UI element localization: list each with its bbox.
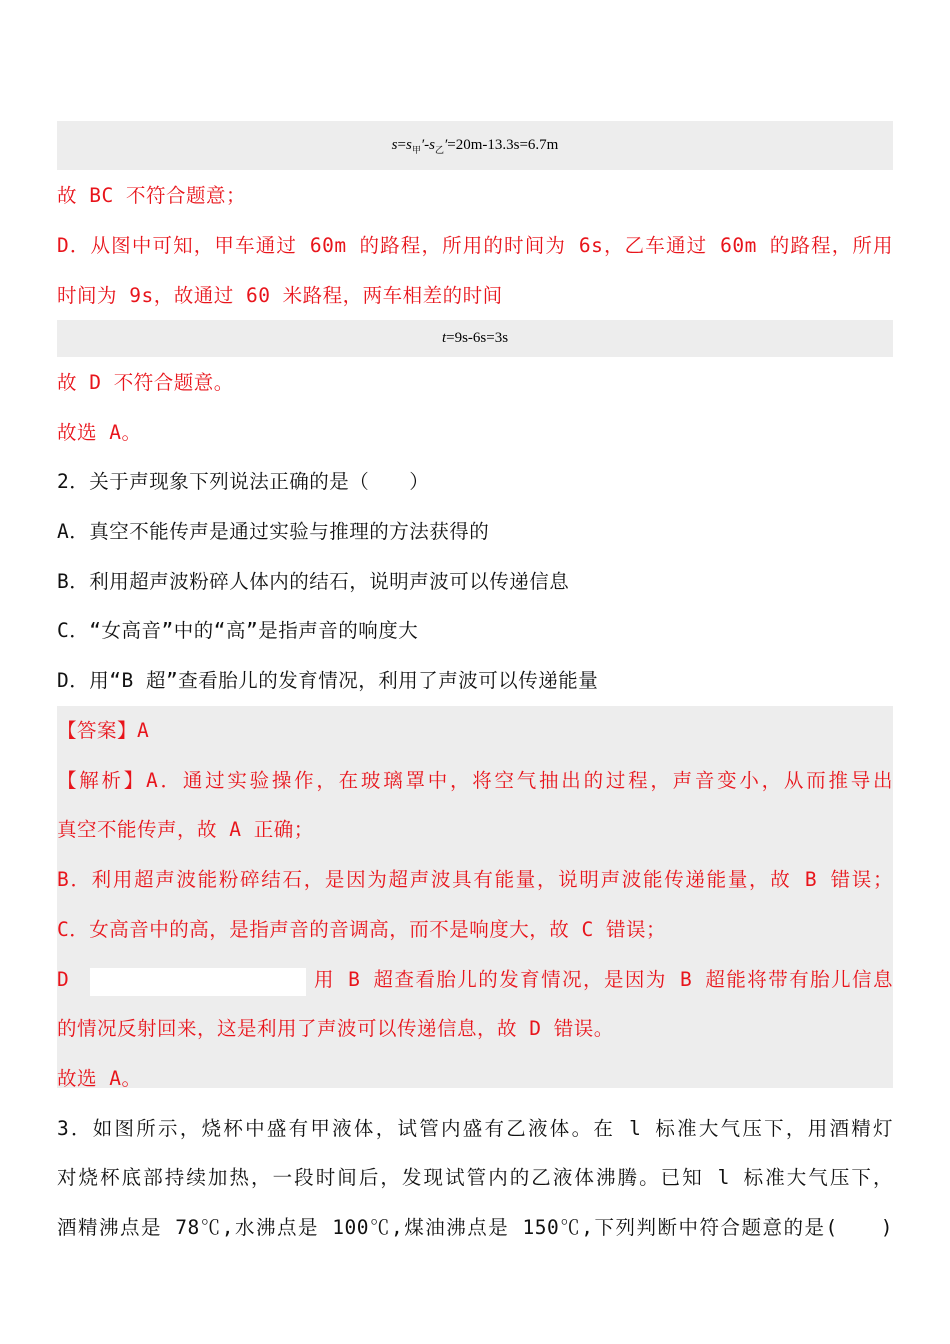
question-3-line: 酒精沸点是 78℃,水沸点是 100℃,煤油沸点是 150℃,下列判断中符合题意的是( ) (57, 1216, 893, 1239)
option-d: D．用“B 超”查看胎儿的发育情况，利用了声波可以传递能量 (57, 669, 599, 692)
analysis-line: 真空不能传声，故 A 正确； (57, 818, 314, 841)
analysis-line-d-prefix: D (57, 968, 70, 991)
text-line: 时间为 9s，故通过 60 米路程，两车相差的时间 (57, 284, 503, 307)
option-c: C．“女高音”中的“高”是指声音的响度大 (57, 619, 419, 642)
analysis-line: B．利用超声波能粉碎结石，是因为超声波具有能量，说明声波能传递能量，故 B 错误； (57, 868, 893, 891)
formula-time-difference: t=9s-6s=3s (57, 320, 893, 357)
answer-label: 【答案】A (57, 719, 150, 742)
analysis-line: 用 B 超查看胎儿的发育情况，是因为 B 超能将带有胎儿信息 (314, 968, 893, 991)
text-line: 故 D 不符合题意。 (57, 371, 234, 394)
option-b: B．利用超声波粉碎人体内的结石，说明声波可以传递信息 (57, 570, 570, 593)
analysis-line: 【解析】A．通过实验操作，在玻璃罩中，将空气抽出的过程，声音变小，从而推导出 (57, 769, 893, 792)
question-3-line: 对烧杯底部持续加热，一段时间后，发现试管内的乙液体沸腾。已知 l 标准大气压下， (57, 1166, 893, 1189)
formula-distance-difference: $s=s_甲'-s_乙'=20m-13.3s=6.7m$ (57, 121, 893, 170)
text-line: 故 BC 不符合题意； (57, 184, 246, 207)
text-line: D．从图中可知，甲车通过 60m 的路程，所用的时间为 6s，乙车通过 60m 的路程，所用 (57, 234, 893, 257)
question-2: 2．关于声现象下列说法正确的是（ ） (57, 470, 430, 493)
option-a: A．真空不能传声是通过实验与推理的方法获得的 (57, 520, 490, 543)
text-line: 故选 A。 (57, 421, 142, 444)
analysis-line: 的情况反射回来，这是利用了声波可以传递信息，故 D 错误。 (57, 1017, 614, 1040)
question-3-line: 3．如图所示，烧杯中盛有甲液体，试管内盛有乙液体。在 l 标准大气压下，用酒精灯 (57, 1117, 893, 1140)
analysis-line: 故选 A。 (57, 1067, 142, 1090)
analysis-line: C．女高音中的高，是指声音的音调高，而不是响度大，故 C 错误； (57, 918, 666, 941)
